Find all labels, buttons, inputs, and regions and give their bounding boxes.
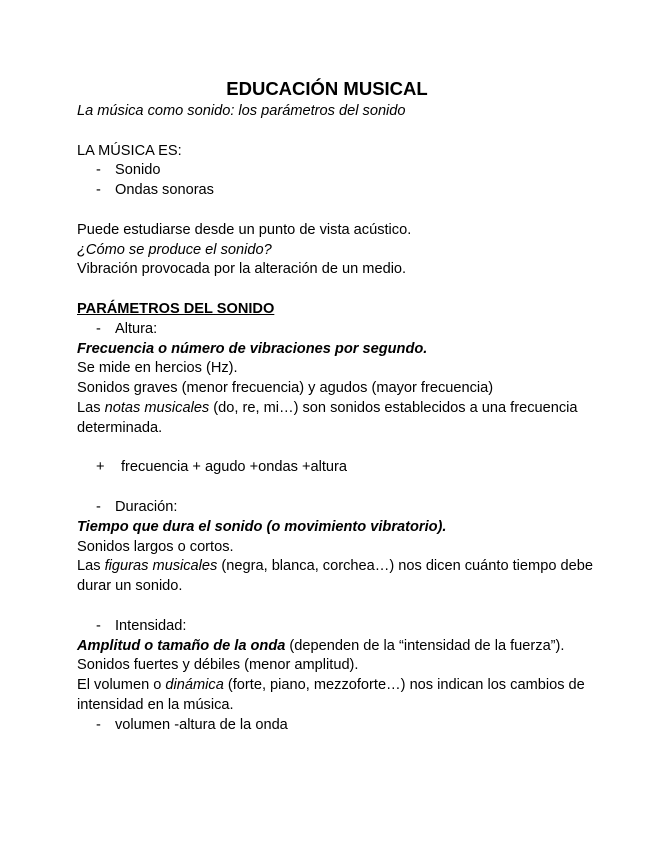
list-item-intensidad [77, 617, 597, 637]
definition: Frecuencia o número de vibraciones por segundo. [77, 340, 428, 357]
bullet-marker: - [96, 617, 101, 634]
paragraph: Sonidos graves (menor frecuencia) y agudos (mayor frecuencia) [77, 380, 494, 397]
list-item [77, 161, 597, 181]
paragraph: El volumen o dinámica (forte, piano, mezzoforte…) nos indican los cambios de intensidad en la música. [77, 677, 585, 713]
list-item-text: Sonido [115, 162, 161, 179]
plus-item [77, 458, 597, 478]
plus-item-text: frecuencia + agudo +ondas +altura [121, 459, 347, 476]
bullet-marker: - [96, 320, 101, 337]
bullet-marker: - [96, 182, 101, 199]
document-content [77, 78, 597, 736]
bullet-marker: - [96, 498, 101, 515]
intro-heading: LA MÚSICA ES: [77, 142, 182, 159]
parameter-label: Intensidad: [115, 617, 187, 634]
answer: Vibración provocada por la alteración de un medio. [77, 261, 407, 278]
list-item-altura [77, 320, 597, 340]
parameter-label: Altura: [115, 320, 158, 337]
plus-marker: + [96, 459, 105, 476]
paragraph: Las notas musicales (do, re, mi…) son sonidos establecidos a una frecuencia determinada. [77, 399, 578, 436]
list-item-text: volumen -altura de la onda [115, 716, 288, 733]
parameter-label: Duración: [115, 498, 178, 515]
paragraph: Sonidos fuertes y débiles (menor amplitud). [77, 657, 359, 674]
bullet-marker: - [96, 716, 101, 733]
paragraph: Las figuras musicales (negra, blanca, corchea…) nos dicen cuánto tiempo debe durar un sonido. [77, 558, 593, 595]
section-heading: PARÁMETROS DEL SONIDO [77, 300, 275, 317]
list-item-text: Ondas sonoras [115, 182, 214, 199]
paragraph: Sonidos largos o cortos. [77, 538, 234, 555]
paragraph: Puede estudiarse desde un punto de vista acústico. [77, 221, 412, 238]
list-item-duracion [77, 498, 597, 518]
document-subtitle: La música como sonido: los parámetros del sonido [77, 103, 406, 119]
list-item [77, 716, 597, 736]
definition: Tiempo que dura el sonido (o movimiento vibratorio). [77, 518, 447, 535]
definition: Amplitud o tamaño de la onda (dependen de la “intensidad de la fuerza”). [77, 637, 565, 654]
list-item [77, 181, 597, 201]
question: ¿Cómo se produce el sonido? [77, 241, 272, 258]
bullet-marker: - [96, 162, 101, 179]
paragraph: Se mide en hercios (Hz). [77, 360, 238, 377]
document-title: EDUCACIÓN MUSICAL [226, 78, 428, 99]
